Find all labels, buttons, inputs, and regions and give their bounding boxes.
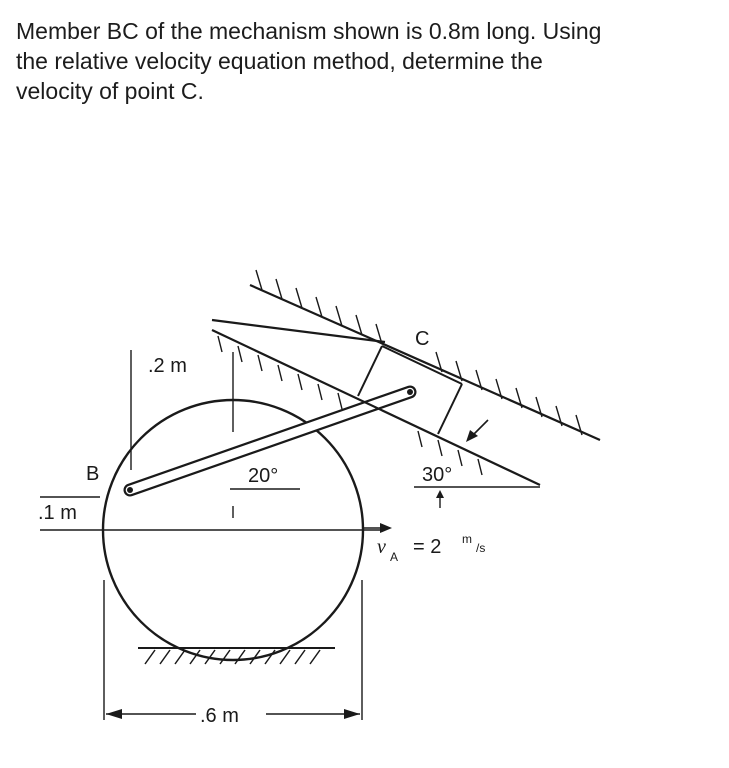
problem-line-3: velocity of point C.	[16, 78, 204, 104]
incline-guide-upper	[212, 270, 600, 440]
angle-incline-label: 30°	[422, 464, 453, 486]
problem-line-2: the relative velocity equation method, determine the	[16, 48, 543, 74]
angle-bc-label: 20°	[248, 465, 279, 487]
incline-guide-lower	[212, 330, 540, 485]
velocity-arrow-a	[362, 523, 392, 533]
rotation-arrow	[436, 490, 444, 508]
velocity-unit-s: /s	[476, 541, 486, 555]
velocity-label: v	[377, 536, 386, 558]
velocity-subscript: A	[390, 550, 399, 564]
dim-offset-label: .2 m	[148, 355, 187, 377]
problem-line-1: Member BC of the mechanism shown is 0.8m long. Using	[16, 18, 602, 44]
slider-direction-arrow	[466, 420, 488, 442]
point-c-label: C	[415, 328, 430, 350]
dim-diameter-label: .6 m	[200, 705, 239, 727]
ground-hatch	[138, 648, 335, 664]
dim-height-label: .1 m	[38, 502, 77, 524]
point-b-label: B	[86, 463, 100, 485]
velocity-value: = 2	[413, 536, 442, 558]
velocity-unit-m: m	[462, 532, 472, 546]
